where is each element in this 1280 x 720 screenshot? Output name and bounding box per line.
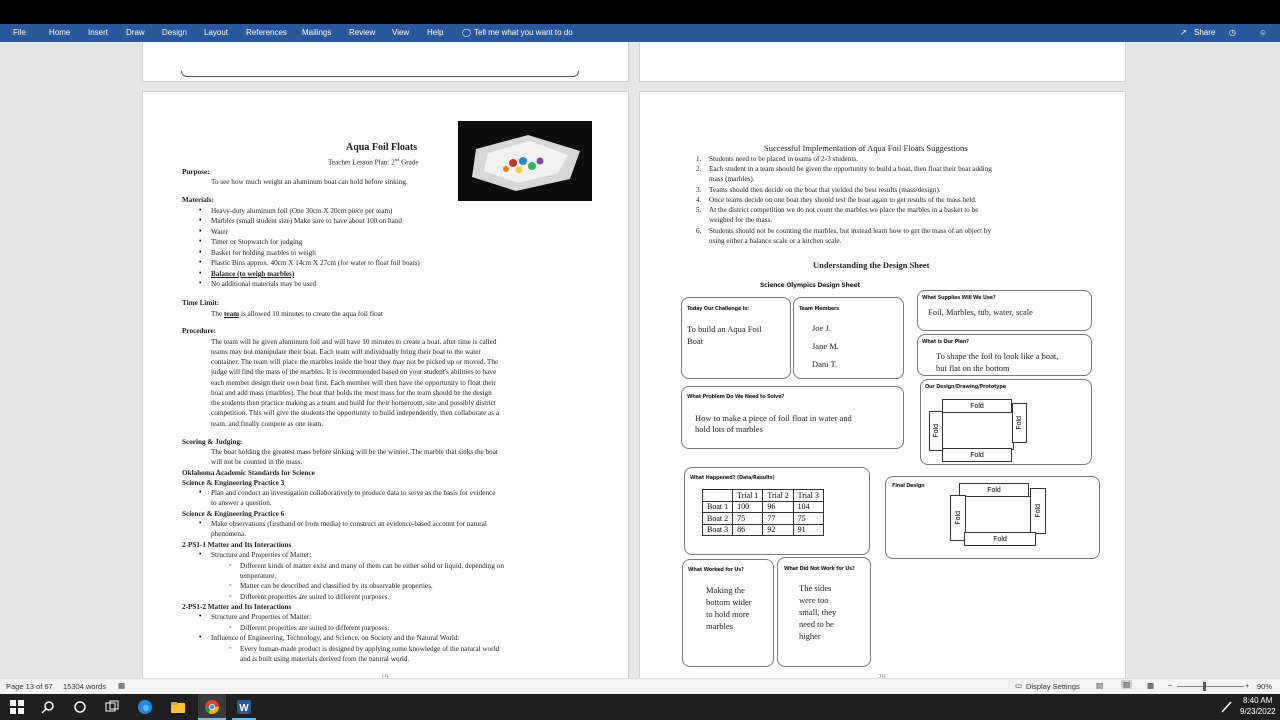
what-worked-text: to hold more — [706, 609, 750, 619]
window-top-bar — [0, 0, 1280, 24]
material-item: No additional materials may be used — [211, 280, 317, 288]
procedure-line: boat and add mass (marbles). The boat that holds the most mass for the team should be the design — [211, 389, 492, 397]
lesson-title: Aqua Foil Floats — [346, 142, 418, 153]
standards-heading: Oklahoma Academic Standards for Science — [182, 469, 315, 477]
read-mode-icon[interactable]: ▤ — [1096, 681, 1104, 690]
problem-box — [681, 386, 904, 449]
ps12-heading: 2-PS1-2 Matter and Its Interactions — [182, 603, 292, 611]
pen-icon[interactable] — [1219, 699, 1235, 715]
challenge-text: Boat — [687, 336, 704, 346]
supplies-text: Foil, Marbles, tub, water, scale — [928, 307, 1033, 317]
tab-mailings[interactable]: Mailings — [302, 28, 332, 37]
what-worked-text: bottom wider — [706, 597, 752, 607]
design-drawing-box — [920, 379, 1092, 465]
suggestion-item: Once teams decide on one boat they should test the boat again to get results of the mass held. — [709, 196, 977, 204]
tab-references[interactable]: References — [246, 28, 287, 37]
page-20: Successful Implementation of Aqua Foil Floats Suggestions 1. Students need to be placed in teams of 2-3 students. 2. Each student in a team should be given the opportunity to build a boat, then float their boat adding mass (marbles). 3. Teams should then decide on the boat that yielded the best results (mass/design). 4. Once teams decide on one boat they should test the boat again to get results of the mass held. 5. At the district competition we do not count the marbles we place the marbles in a basket to be weighed for the mass. 6. Students should not be counting the marbles, but instead learn how to get the mass of an object by using either a balance scale or a kitchen scale. Understanding the Design Sheet Science Olympics Design Sheet Today Our Challenge Is: To build an Aqua Foil Boat Team Members Joe J. Jane M. Dani T. What Supplies Will We Use? Foil, Marbles, tub, water, scale What is Our Plan? To shape the foil to look like a boat, but flat on the bottom What Problem Do We Need to Solve? How to make a piece of foil float in water and hold lots of marbles Our Design/Drawing/Prototype Fold Fold Fold Fold What Happened? (Data/Results) Trial 1 Trial 2 Trial 3 Boat 1 100 96 104 Boat 2 75 77 75 Boat 3 86 92 91 Final Design Fold Fold Fold Fold What Worked for Us? Making the bottom wider to hold more marbles What Did Not Work for Us? The sides were too small, they need to be higher 20 — [639, 91, 1126, 678]
sep3-line: Plan and conduct an investigation collaboratively to produce data to serve as the basis for evidence — [211, 489, 496, 497]
boat-base — [942, 412, 1014, 450]
purpose-heading: Purpose: — [182, 168, 210, 176]
suggestion-item: mass (marbles). — [709, 175, 755, 183]
sep3-line: to answer a question. — [211, 499, 272, 507]
document-area[interactable] — [0, 42, 1280, 678]
suggestion-item: using either a balance scale or a kitchen scale. — [709, 237, 842, 245]
challenge-box — [681, 297, 791, 379]
material-item: Marbles (small student size) Make sure to have about 100 on hand — [211, 217, 403, 225]
procedure-line: The team will be given aluminum foil and will have 10 minutes to create a boat. after time is called — [211, 338, 497, 346]
time-limit-heading: Time Limit: — [182, 299, 220, 307]
scoring-line: The boat holding the greatest mass before sinking will be the winner. The marble that sinks the boat — [211, 448, 498, 456]
design-sheet-title: Science Olympics Design Sheet — [760, 282, 861, 289]
status-bar — [0, 678, 1280, 694]
suggestion-item: weighed for the mass. — [709, 216, 773, 224]
fold-bottom: Fold — [942, 448, 1012, 462]
suggestion-item: At the district competition we do not count the marbles we place the marbles in a basket to be — [709, 206, 979, 214]
material-item: Plastic Bins approx. 40cm X 14cm X 27cm (for water to float foil boats) — [211, 259, 420, 267]
procedure-heading: Procedure: — [182, 327, 217, 335]
suggestion-item: Teams should then decide on the boat that yielded the best results (mass/design). — [709, 186, 941, 194]
sep6-heading: Science & Engineering Practice 6 — [182, 510, 285, 518]
material-item: Balance (to weigh marbles) — [211, 270, 295, 278]
what-worked-text: Making the — [706, 585, 745, 595]
ps12-item: and is built using materials derived from the natural world. — [240, 655, 410, 663]
file-explorer-icon[interactable] — [170, 699, 186, 715]
svg-text:W: W — [239, 703, 249, 714]
previous-page-right — [639, 42, 1126, 82]
fold-bottom: Fold — [964, 532, 1036, 546]
ps11-item: temperature. — [240, 572, 277, 580]
foil-boat-photo — [458, 121, 592, 201]
page-19: Aqua Foil Floats Teacher Lesson Plan: 2nd Grade Purpose: To see how much weight an aluminum boat can hold before sinking. Materials: • Heavy-duty aluminum foil (One 30cm X 20cm piece per team) • Marbles (small student size) Make sure to have about 100 on hand • Water • Timer or Stopwatch for judging • Basket for holding marbles to weigh • Plastic Bins approx. 40cm X 14cm X 27cm (for water to float foil boats) • Balance (to weigh marbles) • No additional materials may be used Time Limit: The team is allowed 10 minutes to create the aqua foil float Procedure: The team will be given aluminum foil and will have 10 minutes to create a boat. after time is called teams may not manipulate their boat. Each team will individually bring their boat to the water container. The team will place the marbles inside the boat they may not be picked up or moved. The judge will find the mass of the marbles. It is recommended based on your student's abilities to have each member design their own boat first. Each member will then have the opportunity to float their boat and add mass (marbles). The boat that holds the most mass for the team should be the design the students then practice making as a team and build for their homeroom, site and possibly district competition. This will give the students the opportunity to build independently, then collaborate as a team, and finally compete as one team. Scoring & Judging: The boat holding the greatest mass before sinking will be the winner. The marble that sinks the boat will not be counted in the mass. Oklahoma Academic Standards for Science Science & Engineering Practice 3 • Plan and conduct an investigation collaboratively to produce data to serve as the basis for evidence to answer a question. Science & Engineering Practice 6 • Make observations (firsthand or from media) to construct an evidence-based account for natural phenomena. 2-PS1-1 Matter and Its Interactions • Structure and Properties of Matter: ◦ Different kinds of matter exist and many of them can be either solid or liquid, depending on temperature. ◦ Matter can be described and classified by its observable properties. ◦ Different properties are suited to different purposes. 2-PS1-2 Matter and Its Interactions • Structure and Properties of Matter: ◦ Different properties are suited to different purposes. • Influence of Engineering, Technology, and Science, on Society and the Natural World: ◦ Every human-made product is designed by applying some knowledge of the natural world and is built using materials derived from the natural world. 19 — [142, 91, 629, 678]
tab-home[interactable]: Home — [49, 28, 71, 37]
tab-insert[interactable]: Insert — [88, 28, 109, 37]
plan-heading: What is Our Plan? — [922, 339, 969, 345]
ps11-item: Matter can be described and classified by its observable properties. — [240, 582, 433, 590]
ps12-sub: Structure and Properties of Matter: — [211, 613, 312, 621]
plan-text: To shape the foil to look like a boat, — [936, 351, 1059, 361]
task-view-icon[interactable] — [104, 699, 120, 715]
page-number: 20 — [878, 673, 886, 678]
procedure-line: each member design their own boat first. Each member will then have the opportunity to float their — [211, 379, 496, 387]
word-icon — [236, 699, 252, 715]
ps11-heading: 2-PS1-1 Matter and Its Interactions — [182, 541, 292, 549]
display-settings-icon: ▭ — [1015, 681, 1023, 690]
tab-file[interactable]: File — [13, 28, 26, 37]
tell-me-search[interactable]: Tell me what you want to do — [474, 28, 573, 37]
zoom-slider-thumb[interactable] — [1203, 682, 1206, 691]
scoring-line: will not be counted in the mass. — [211, 458, 303, 466]
web-layout-icon[interactable]: ▩ — [1147, 681, 1155, 690]
what-did-not-work-text: higher — [799, 631, 821, 641]
tab-layout[interactable]: Layout — [204, 28, 229, 37]
challenge-heading: Today Our Challenge Is: — [687, 306, 749, 312]
table-row: Boat 3 86 92 91 — [703, 524, 824, 536]
ps12-item: Different properties are suited to different purposes. — [240, 624, 390, 632]
table-row: Boat 2 75 77 75 — [703, 513, 824, 525]
taskbar — [0, 694, 1280, 720]
page-count[interactable]: Page 13 of 67 — [6, 682, 53, 691]
ribbon-tabs — [0, 24, 1280, 42]
what-did-not-work-box — [777, 557, 871, 667]
zoom-slider[interactable] — [1177, 686, 1244, 687]
procedure-line: judge will find the mass of the marbles. It is recommended based on your student's abilities to have — [211, 368, 497, 376]
procedure-line: teams may not manipulate their boat. Each team will individually bring their boat to the water — [211, 348, 481, 356]
word-taskbar-button[interactable] — [232, 694, 256, 720]
share-button[interactable]: Share — [1194, 28, 1216, 37]
what-worked-box — [682, 559, 774, 667]
supplies-box — [917, 290, 1092, 331]
proofing-icon[interactable]: ▦ — [118, 681, 126, 690]
table-row: Boat 1 100 96 104 — [703, 501, 824, 513]
share-icon: ↗ — [1180, 28, 1187, 37]
scoring-heading: Scoring & Judging: — [182, 438, 243, 446]
what-did-not-work-text: need to be — [799, 619, 834, 629]
edge-icon[interactable] — [137, 699, 153, 715]
team-members-box — [793, 297, 904, 379]
what-did-not-work-text: were too — [799, 595, 829, 605]
fold-top: Fold — [942, 399, 1012, 413]
previous-shape — [181, 71, 579, 77]
procedure-line: team, and finally compete as one team. — [211, 420, 324, 428]
what-worked-heading: What Worked for Us? — [688, 567, 744, 573]
results-box — [684, 467, 870, 555]
tab-design[interactable]: Design — [162, 28, 187, 37]
material-item: Heavy-duty aluminum foil (One 30cm X 20cm piece per team) — [211, 207, 393, 215]
time-limit-text: The team is allowed 10 minutes to create the aqua foil float — [211, 310, 383, 318]
challenge-text: To build an Aqua Foil — [687, 324, 762, 334]
fold-top: Fold — [959, 483, 1029, 497]
final-design-box — [885, 476, 1100, 559]
tab-view[interactable]: View — [392, 28, 410, 37]
display-settings-button[interactable]: Display Settings — [1026, 682, 1080, 691]
boat-base — [965, 496, 1031, 534]
print-layout-icon[interactable]: ▤ — [1123, 680, 1131, 689]
results-table — [702, 489, 824, 536]
material-item: Basket for holding marbles to weigh — [211, 249, 316, 257]
what-did-not-work-text: small, they — [799, 607, 837, 617]
lesson-subtitle: Teacher Lesson Plan: 2nd Grade — [328, 157, 419, 167]
page-number: 19 — [381, 673, 389, 678]
tab-help[interactable]: Help — [427, 28, 444, 37]
team-member: Jane M. — [812, 341, 839, 351]
plan-box — [917, 334, 1092, 376]
feedback-icon[interactable]: ☺ — [1259, 28, 1268, 37]
previous-page-left — [142, 42, 629, 82]
plan-text: but flat on the bottom — [936, 363, 1010, 373]
ps12-sub: Influence of Engineering, Technology, and Science, on Society and the Natural World: — [211, 634, 460, 642]
final-design-heading: Final Design — [892, 483, 925, 489]
ps11-item: Different properties are suited to different purposes. — [240, 593, 390, 601]
design-drawing-heading: Our Design/Drawing/Prototype — [925, 384, 1006, 390]
ps11-sub: Structure and Properties of Matter: — [211, 551, 312, 559]
suggestion-item: Students should not be counting the marbles, but instead learn how to get the mass of an object by — [709, 227, 992, 235]
procedure-line: container. The team will place the marbles inside the boat they may not be picked up or moved. The — [211, 358, 499, 366]
what-did-not-work-text: The sides — [799, 583, 832, 593]
problem-text: How to make a piece of foil float in water and — [695, 413, 852, 423]
word-count[interactable]: 15304 words — [63, 682, 106, 691]
search-icon[interactable] — [40, 699, 56, 715]
clock-date[interactable]: 9/23/2022 — [1240, 707, 1276, 716]
table-row: Trial 1 Trial 2 Trial 3 — [703, 490, 824, 502]
suggestion-item: Each student in a team should be given the opportunity to build a boat, then float their boat adding — [709, 165, 992, 173]
suggestion-item: Students need to be placed in teams of 2-3 students. — [709, 155, 858, 163]
comments-icon[interactable]: ◷ — [1229, 28, 1236, 37]
sep6-line: Make observations (firsthand or from media) to construct an evidence-based account for natural — [211, 520, 487, 528]
clock-time[interactable]: 8:40 AM — [1243, 696, 1273, 705]
zoom-out-button[interactable]: − — [1168, 681, 1173, 690]
fold-right: Fold — [1030, 488, 1046, 534]
ps12-item: Every human-made product is designed by applying some knowledge of the natural world — [240, 645, 500, 653]
tab-review[interactable]: Review — [349, 28, 376, 37]
zoom-in-button[interactable]: + — [1245, 681, 1250, 690]
chrome-icon — [204, 699, 220, 715]
supplies-heading: What Supplies Will We Use? — [922, 295, 996, 301]
foil-boat-image — [458, 121, 592, 201]
material-item: Timer or Stopwatch for judging — [211, 238, 303, 246]
suggestions-title: Successful Implementation of Aqua Foil Floats Suggestions — [764, 143, 968, 153]
team-member: Joe J. — [812, 323, 831, 333]
cortana-icon[interactable] — [72, 699, 88, 715]
fold-left: Fold — [929, 411, 943, 451]
problem-text: hold lots of marbles — [695, 424, 763, 434]
material-item: Water — [211, 228, 228, 236]
what-did-not-work-heading: What Did Not Work for Us? — [784, 566, 855, 572]
procedure-line: competition. This will give the students the opportunity to build independently, then collaborate as a — [211, 409, 500, 417]
lightbulb-icon: ◯ — [462, 28, 471, 37]
sep3-heading: Science & Engineering Practice 3 — [182, 479, 285, 487]
problem-heading: What Problem Do We Need to Solve? — [687, 394, 785, 400]
team-member: Dani T. — [812, 359, 838, 369]
zoom-level[interactable]: 90% — [1257, 682, 1273, 691]
ps11-item: Different kinds of matter exist and many of them can be either solid or liquid, depending on — [240, 562, 504, 570]
fold-left: Fold — [950, 495, 966, 541]
windows-start-icon[interactable] — [9, 699, 25, 715]
team-heading: Team Members — [799, 306, 840, 312]
procedure-line: the students then practice making as a team and build for their homeroom, site and possibly district — [211, 399, 496, 407]
chrome-active-tab[interactable] — [198, 694, 226, 720]
materials-heading: Materials: — [182, 196, 214, 204]
sep6-line: phenomena. — [211, 530, 246, 538]
design-sheet-heading: Understanding the Design Sheet — [813, 260, 930, 270]
tab-draw[interactable]: Draw — [126, 28, 145, 37]
results-heading: What Happened? (Data/Results) — [690, 475, 775, 481]
fold-right: Fold — [1012, 403, 1027, 443]
what-worked-text: marbles — [706, 621, 733, 631]
purpose-text: To see how much weight an aluminum boat can hold before sinking. — [211, 178, 408, 186]
